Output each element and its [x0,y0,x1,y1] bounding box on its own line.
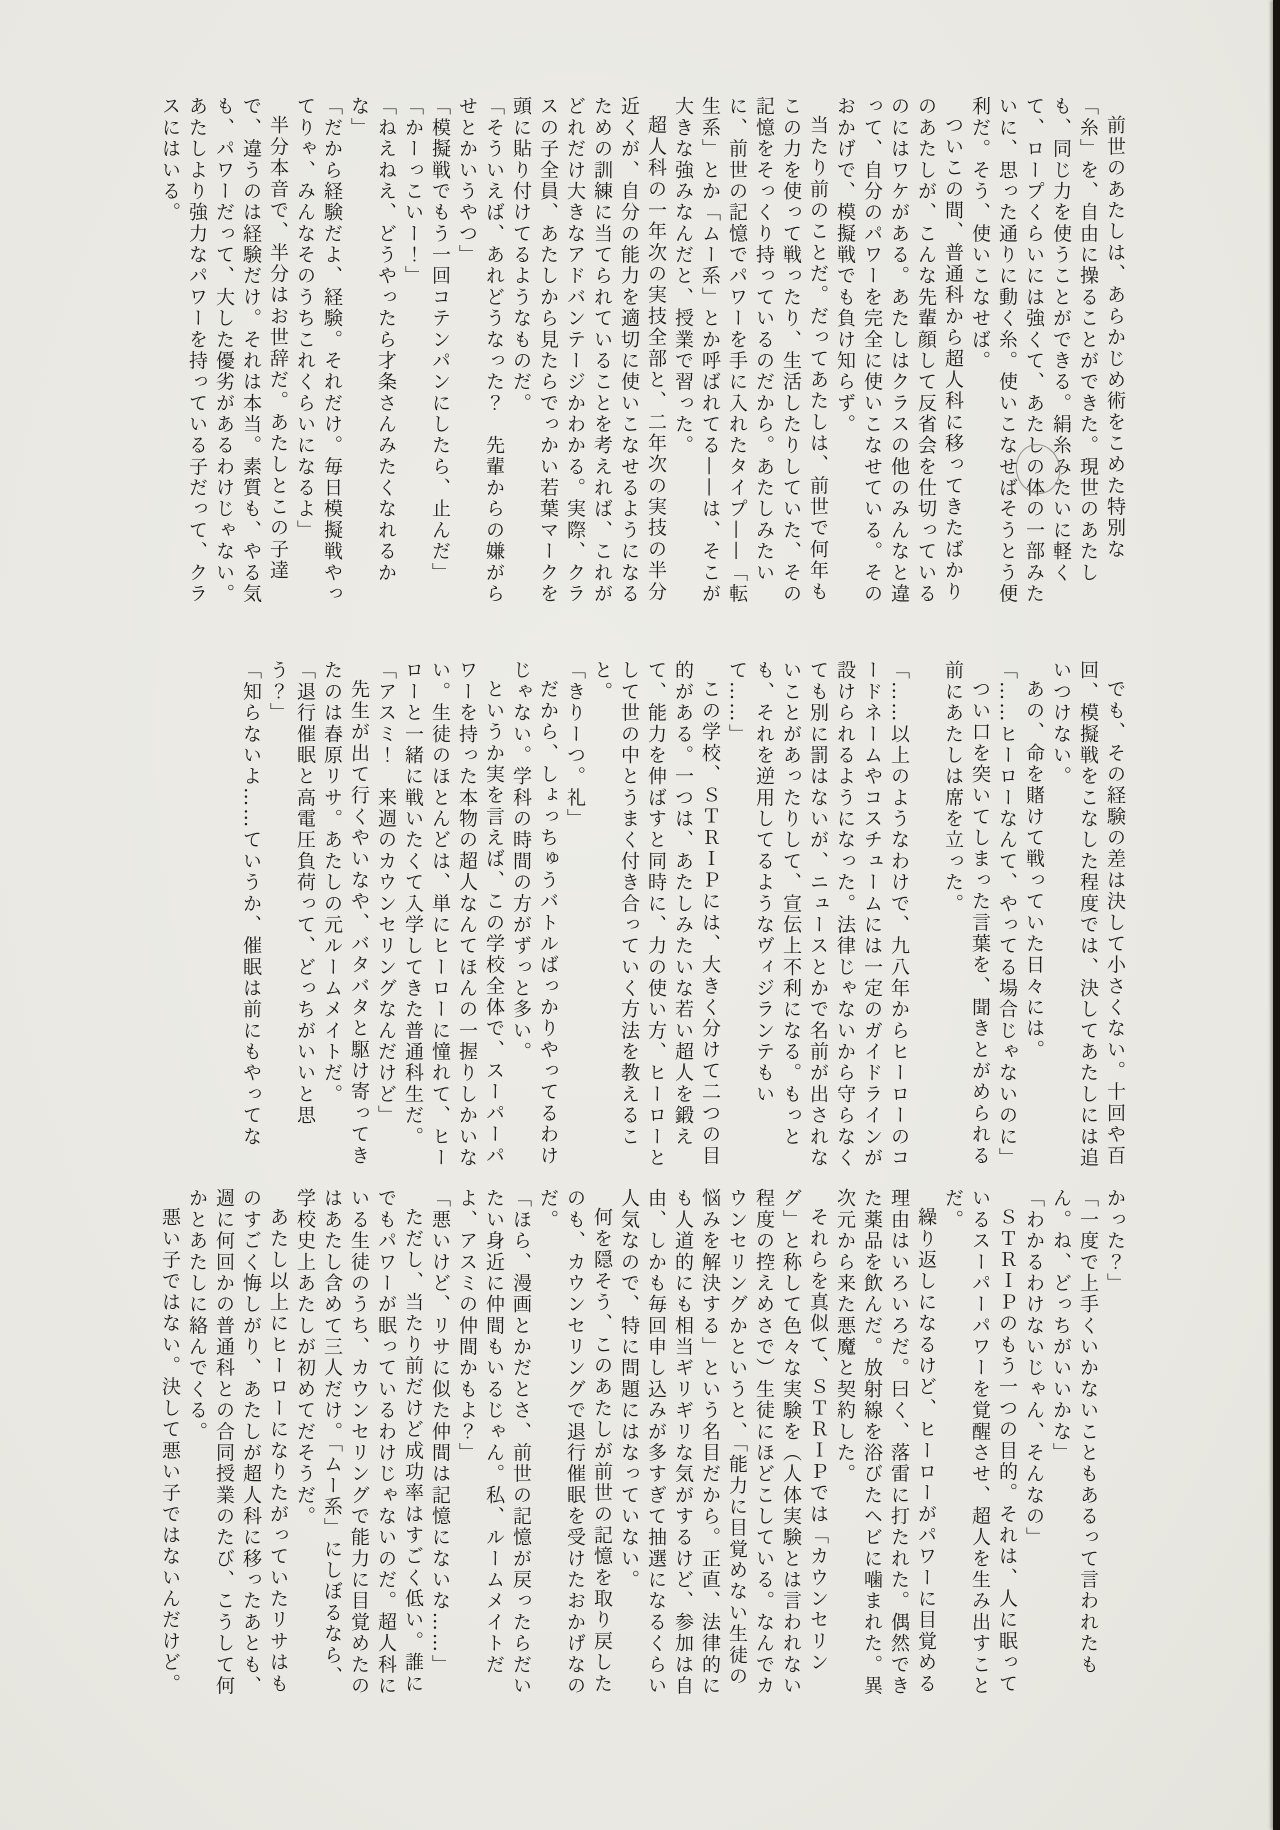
paragraph: でも、その経験の差は決して小さくない。十回や百回、模擬戦をこなした程度では、決してあたしには追いつけない。 [1050,660,1126,1169]
paragraph: 繰り返しになるけど、ヒーローがパワーに目覚める理由はいろいろだ。曰く、落雷に打たれた。偶然できた薬品を飲んだ。放射線を浴びたヘビに噛まれた。異次元から来た悪魔と契約した。 [834,1188,937,1697]
dialogue-paragraph: 「アスミ！ 来週のカウンセリングなんだけど」 [375,660,397,1127]
section-start-paragraph: 「……以上のようなわけで、九八年からヒーローのコードネームやコスチュームには一定のガイドラインが設けられるようになった。法律じゃないから守らなくても別に罰はないが、ニュースとかで名前が出されないことがあったりして、宣伝上不利になる。もっとも、それを逆用してるようなヴィジランテもいて……」 [726,660,910,1169]
dialogue-paragraph: 「かーっこいー！」 [402,96,424,287]
paragraph: ただし、当たり前だけど成功率はすごく低い。誰にでもパワーが眠っているわけじゃないのだ。超人科にいる生徒のうち、カウンセリングで能力に目覚めたのはあたし含めて三人だけ。「ムー系」にしぼるなら、学校史上あたしが初めてだそうだ。 [294,1188,424,1697]
dialogue-paragraph: 「そういえば、あれどうなった？ 先輩からの嫌がらせとかいうやつ」 [456,96,505,605]
text-row-middle [128,660,1128,1170]
paragraph: ＳＴＲＩＰのもう一つの目的。それは、人に眠っているスーパーパワーを覚醒させ、超人を生み出すことだ。 [942,1188,1018,1697]
dialogue-paragraph: 「模擬戦でもう一回コテンパンにしたら、止んだ」 [429,96,451,584]
dialogue-paragraph: 「だから経験だよ、経験。それだけ。毎日模擬戦やってりゃ、みんなそのうちこれくらいになるよ」 [294,96,343,605]
dialogue-paragraph: 「ほら、漫画とかだとさ、前世の記憶が戻ったらだいたい身近に仲間もいるじゃん。私、ルームメイトだよ、アスミの仲間かもよ？」 [456,1188,532,1697]
dialogue-paragraph: 「一度で上手くいかないこともあるって言われたもん。ね、どっちがいいかな」 [1050,1188,1099,1676]
paragraph: 先生が出て行くやいなや、バタバタと駆け寄ってきたのは春原リサ。あたしの元ルームメイトだ。 [321,660,370,1167]
paragraph: ついこの間、普通科から超人科に移ってきたばかりのあたしが、こんな先輩顔して反省会を仕切っているのにはワケがある。あたしはクラスの他のみんなと違って、自分のパワーを完全に使いこなせている。そのおかげで、模擬戦でも負け知らず。 [834,96,964,605]
paragraph: 超人科の一年次の実技全部と、二年次の実技の半分近くが、自分の能力を適切に使いこなせるようになるための訓練に当てられていることを考えれば、これがどれだけ大きなアドバンテージかわかる。実際、クラスの子全員、あたしから見たらでっかい若葉マークを頭に貼り付けてるようなものだ。 [510,96,667,605]
dialogue-paragraph: 「悪いけど、リサに似た仲間は記憶にないな……」 [429,1188,451,1676]
paragraph: だから、しょっちゅうバトルばっかりやってるわけじゃない。学科の時間の方がずっと多い。 [510,660,559,1167]
text-row-top [128,96,1128,613]
paragraph: 当たり前のことだ。だってあたしは、前世で何年もこの力を使って戦ったり、生活したりしていた、その記憶をそっくり持っているのだから。あたしみたいに、前世の記憶でパワーを手に入れたタイプ——「転生系」とか「ムー系」とか呼ばれてる——は、そこが大きな強みなんだと、授業で習った。 [672,96,829,605]
page-edge-shadow [1273,0,1280,1830]
paragraph: というか実を言えば、この学校全体で、スーパーパワーを持った本物の超人なんてほんの一握りしかいない。生徒のほとんどは、単にヒーローに憧れて、ヒーローと一緒に戦いたくて入学してきた普通科生だ。 [402,660,505,1169]
dialogue-paragraph: 「ねえねえ、どうやったら才条さんみたくなれるかな」 [348,96,397,584]
dialogue-paragraph: 「きりーつ。礼」 [564,660,586,830]
dialogue-paragraph: 「わかるわけないじゃん、そんなの」 [1023,1188,1045,1549]
paragraph: 悪い子ではない。決して悪い子ではないんだけど。 [159,1207,181,1695]
paragraph: それらを真似て、ＳＴＲＩＰでは「カウンセリング」と称して色々な実験を（人体実験とは言われない程度の控えめさで）生徒にほどこしている。なんでカウンセリングかというと、「能力に目覚めない生徒の悩みを解決する」という名目だから。正直、法律的にも人道的にも相当ギリギリな気がするけど、参加は自由、しかも毎回申し込みが多すぎて抽選になるくらい人気なので、特に問題にはなっていない。 [618,1188,829,1697]
continuation-paragraph: かった？」 [1104,1188,1126,1294]
paragraph: この学校、ＳＴＲＩＰには、大きく分けて二つの目的がある。一つは、あたしみたいな若い超人を鍛えて、能力を伸ばすと同時に、力の使い方、ヒーローとして世の中とうまく付き合っていく方法を教えること。 [591,660,721,1169]
paragraph: あたし以上にヒーローになりたがっていたリサはものすごく悔しがり、あたしが超人科に移ったあとも、週に何回かの普通科との合同授業のたび、こうして何かとあたしに絡んでくる。 [186,1188,289,1697]
dialogue-paragraph: 「知らないよ……ていうか、催眠は前にもやってな [240,660,262,1148]
dialogue-paragraph: 「……ヒーローなんて、やってる場合じゃないのに」 [996,660,1018,1169]
paragraph: 何を隠そう、このあたしが前世の記憶を取り戻したのも、カウンセリングで退行催眠を受けたおかげなのだ。 [537,1188,613,1697]
paragraph: 前世のあたしは、あらかじめ術をこめた特別な「糸」を、自由に操ることができた。現世のあたしも、同じ力を使うことができる。絹糸みたいに軽くて、ロープくらいには強くて、あたしの体の一部みたいに、思った通りに動く糸。使いこなせばそうとう便利だ。そう、使いこなせば。 [969,96,1126,605]
paragraph: 半分本音で、半分はお世辞だ。あたしとこの子達で、違うのは経験だけ。それは本当。素質も、やる気も、パワーだって、大した優劣があるわけじゃない。あたしより強力なパワーを持っている子だって、クラスにはいる。 [159,96,289,605]
paragraph: あの、命を賭けて戦っていた日々には。 [1023,679,1045,1061]
paragraph: つい口を突いてしまった言葉を、聞きとがめられる前にあたしは席を立った。 [942,660,991,1167]
text-row-bottom [128,1188,1128,1705]
dialogue-paragraph: 「退行催眠と高電圧負荷って、どっちがいいと思う？」 [267,660,316,1127]
